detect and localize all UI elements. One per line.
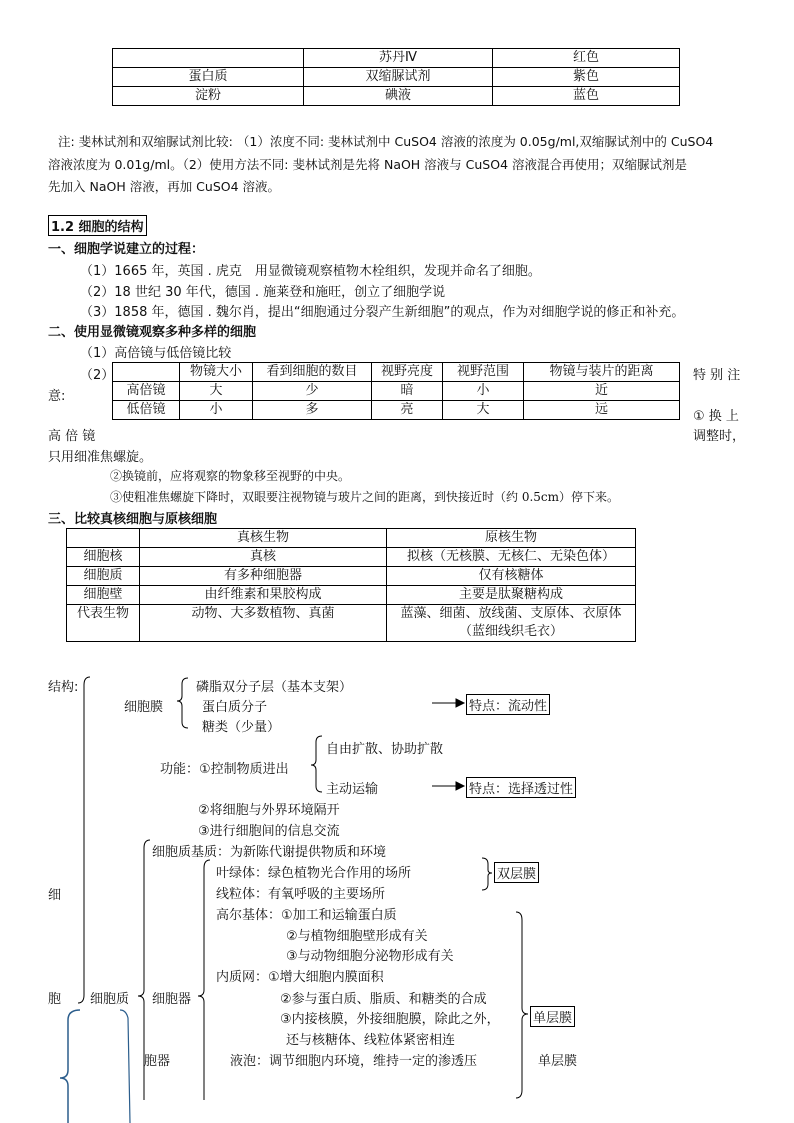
- organelle-item: 高尔基体：①加工和运输蛋白质: [216, 908, 397, 923]
- table3-cell: 主要是肽聚糖构成: [387, 586, 636, 605]
- table2-cell: 高倍镜: [113, 382, 180, 401]
- table2-cell: 小: [180, 401, 253, 420]
- double-membrane-box: 双层膜: [494, 862, 539, 883]
- organelle-item: 液泡：调节细胞内环境，维持一定的渗透压: [230, 1054, 478, 1069]
- table1-cell: 双缩脲试剂: [304, 68, 493, 87]
- table3-cell: 动物、大多数植物、真菌: [140, 605, 387, 642]
- paragraph: ②换镜前，应将观察的物象移至视野的中央。: [110, 469, 351, 483]
- brace-function: [311, 736, 322, 792]
- table3-cell: 有多种细胞器: [140, 567, 387, 586]
- membrane-item: 磷脂双分子层（基本支架）: [196, 680, 353, 695]
- paragraph: 高 倍 镜: [48, 429, 96, 444]
- label-cytosol: 细胞质基质：为新陈代谢提供物质和环境: [152, 845, 387, 860]
- function-item: ③进行细胞间的信息交流: [198, 824, 340, 839]
- label-organelle: 胞器: [144, 1054, 171, 1069]
- heading-2: 二、使用显微镜观察多种多样的细胞: [48, 325, 257, 340]
- note-line-1: 注: 斐林试剂和双缩脲试剂比较: （1）浓度不同: 斐林试剂中 CuSO4 溶液的浓度为 0.05g/ml,双缩脲试剂中的 CuSO4: [58, 134, 714, 149]
- membrane-item: 蛋白质分子: [202, 700, 268, 715]
- table3-cell-extra: （蓝细线织毛衣）: [458, 624, 563, 639]
- arrow-head: [456, 782, 464, 790]
- label-structure: 结构:: [48, 680, 79, 695]
- table2-cell: 少: [253, 382, 372, 401]
- organelle-item: ②参与蛋白质、脂质、和糖类的合成: [280, 992, 487, 1007]
- organelle-item: ③内接核膜，外接细胞膜，除此之外，: [280, 1012, 500, 1027]
- table2-cell: 亮: [372, 401, 443, 420]
- paragraph: （1）1665 年，英国 . 虎克 用显微镜观察植物木栓组织，发现并命名了细胞。: [80, 264, 541, 279]
- single-membrane-box: 单层膜: [530, 1006, 575, 1027]
- table1-cell: 红色: [493, 49, 680, 68]
- table2-cell: 大: [443, 401, 524, 420]
- table2-cell: 暗: [372, 382, 443, 401]
- table1-cell: 淀粉: [113, 87, 304, 106]
- table3-cell: 拟核（无核膜、无核仁、无染色体）: [387, 548, 636, 567]
- organelle-item: 还与核糖体、线粒体紧密相连: [286, 1033, 456, 1048]
- organelle-item: ②与植物细胞壁形成有关: [286, 929, 428, 944]
- note-line-3: 先加入 NaOH 溶液，再加 CuSO4 溶液。: [48, 179, 281, 194]
- heading-1: 一、细胞学说建立的过程：: [48, 242, 205, 257]
- brace-organelle: [198, 860, 210, 1100]
- table2-cell: 大: [180, 382, 253, 401]
- table2-cell: 多: [253, 401, 372, 420]
- table1-cell: 碘液: [304, 87, 493, 106]
- feature-fluidity: 特点：流动性: [466, 694, 550, 715]
- function-item: 自由扩散、协助扩散: [326, 742, 444, 757]
- organelle-item: 叶绿体：绿色植物光合作用的场所: [216, 866, 412, 881]
- heading-3: 三、比较真核细胞与原核细胞: [48, 512, 218, 527]
- brace-single: [516, 912, 528, 1098]
- table2-cell: 远: [524, 401, 680, 420]
- label-cell-char: 细: [48, 888, 62, 903]
- paragraph: ① 换 上: [693, 409, 739, 424]
- table2-header: 视野亮度: [372, 363, 443, 382]
- label-organelle: 细胞器: [152, 992, 192, 1007]
- brace-blue-2: [120, 1010, 130, 1123]
- function-item: ②将细胞与外界环境隔开: [198, 803, 340, 818]
- organelle-item: 线粒体：有氧呼吸的主要场所: [216, 887, 386, 902]
- organelle-item: 内质网：①增大细胞内膜面积: [216, 970, 384, 985]
- function-item: 主动运输: [326, 782, 379, 797]
- table3-cell: 细胞质: [67, 567, 140, 586]
- paragraph: 意:: [48, 389, 66, 404]
- table3-cell: 细胞核: [67, 548, 140, 567]
- membrane-item: 糖类（少量）: [202, 720, 281, 735]
- paragraph: 只用细准焦螺旋。: [48, 450, 153, 465]
- table2-header: 物镜大小: [180, 363, 253, 382]
- label-cytoplasm: 细胞质: [90, 992, 130, 1007]
- label-single-membrane: 单层膜: [538, 1054, 578, 1069]
- paragraph: 特 别 注: [693, 368, 741, 383]
- label-function: 功能：①控制物质进出: [160, 762, 289, 777]
- table1-cell: 蛋白质: [113, 68, 304, 87]
- label-cell-membrane: 细胞膜: [124, 700, 164, 715]
- table2-header: 视野范围: [443, 363, 524, 382]
- paragraph: ③使粗准焦螺旋下降时，双眼要注视物镜与玻片之间的距离，到快接近时（约 0.5cm）停下来。: [110, 490, 620, 504]
- table1-cell: 紫色: [493, 68, 680, 87]
- table3-header: 真核生物: [140, 529, 387, 548]
- table3-cell: 细胞壁: [67, 586, 140, 605]
- arrow-head: [456, 699, 464, 707]
- paragraph: （3）1858 年，德国 . 魏尔肖，提出“细胞通过分裂产生新细胞”的观点，作为对细胞学说的修正和补充。: [80, 305, 685, 320]
- table3-cell: 由纤维素和果胶构成: [140, 586, 387, 605]
- brace-blue: [60, 1010, 80, 1123]
- table3-cell-text: 蓝藻、细菌、放线菌、支原体、衣原体: [400, 606, 622, 621]
- table3-cell: 真核: [140, 548, 387, 567]
- brace-membrane: [177, 678, 188, 728]
- paragraph: 调整时，: [693, 429, 746, 444]
- note-line-2: 溶液浓度为 0.01g/ml。（2）使用方法不同: 斐林试剂是先将 NaOH 溶液与 CuSO4 溶液混合再使用；双缩脲试剂是: [48, 157, 688, 172]
- table3-cell: 仅有核糖体: [387, 567, 636, 586]
- table1-cell: 苏丹Ⅳ: [304, 49, 493, 68]
- table2-cell: 小: [443, 382, 524, 401]
- section-title: 1.2 细胞的结构: [48, 215, 147, 236]
- paragraph: （2）: [80, 368, 115, 383]
- organelle-item: ③与动物细胞分泌物形成有关: [286, 949, 454, 964]
- label-cell-char: 胞: [48, 992, 62, 1007]
- table2-header: 看到细胞的数目: [253, 363, 372, 382]
- brace-structure: [78, 677, 90, 1003]
- table2-cell: 低倍镜: [113, 401, 180, 420]
- brace-double: [482, 858, 492, 890]
- table1-cell: 蓝色: [493, 87, 680, 106]
- table2-header: 物镜与装片的距离: [524, 363, 680, 382]
- feature-selective: 特点：选择透过性: [466, 777, 576, 798]
- table3-header: 原核生物: [387, 529, 636, 548]
- paragraph: （2）18 世纪 30 年代，德国 . 施莱登和施旺，创立了细胞学说: [80, 285, 446, 300]
- table3-cell: 代表生物: [67, 605, 140, 642]
- table2-cell: 近: [524, 382, 680, 401]
- paragraph: （1）高倍镜与低倍镜比较: [80, 346, 232, 361]
